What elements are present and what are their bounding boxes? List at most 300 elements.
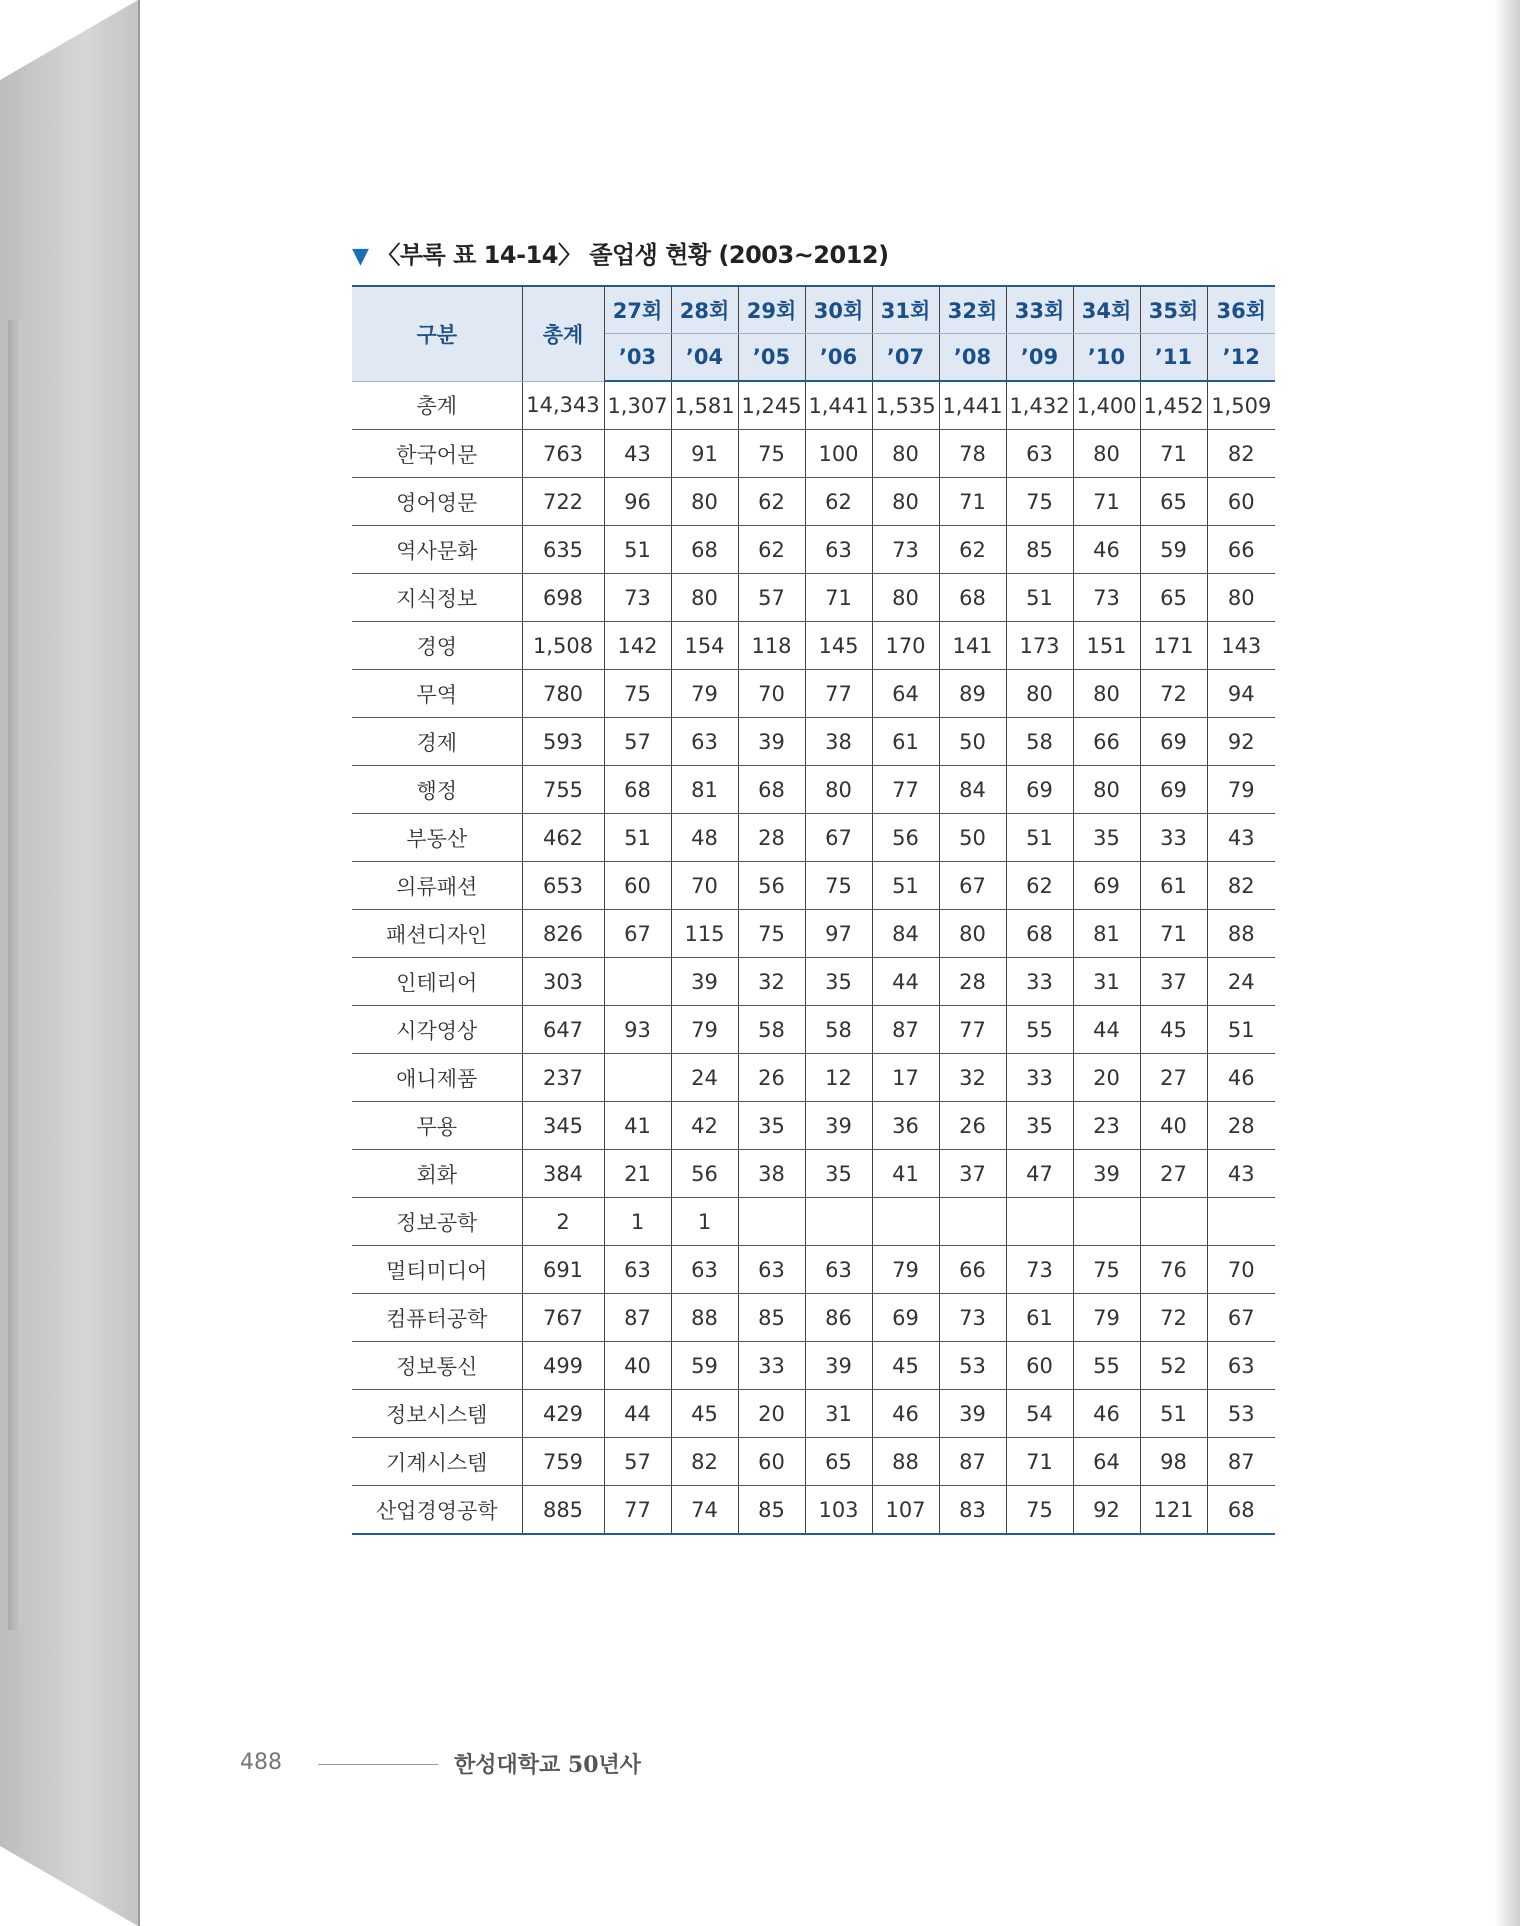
year-cell: 141 [939,622,1006,670]
year-cell: 39 [805,1102,872,1150]
year-cell: 62 [738,478,805,526]
year-cell: 51 [1006,574,1073,622]
year-cell: 80 [671,478,738,526]
year-cell [1140,1198,1207,1246]
row-total-cell: 499 [522,1342,604,1390]
row-label: 총계 [352,381,522,430]
year-cell: 63 [738,1246,805,1294]
year-cell: 51 [1207,1006,1275,1054]
year-cell: 40 [604,1342,671,1390]
row-label: 정보공학 [352,1198,522,1246]
footer-divider [318,1764,438,1765]
row-label: 영어영문 [352,478,522,526]
triangle-marker-icon: ▼ [352,244,369,269]
year-cell: 62 [805,478,872,526]
year-cell: 80 [1073,670,1140,718]
year-cell: 65 [1140,574,1207,622]
year-cell: 24 [671,1054,738,1102]
header-year: ’08 [939,334,1006,382]
year-cell: 63 [1006,430,1073,478]
year-cell: 80 [1207,574,1275,622]
year-cell: 55 [1006,1006,1073,1054]
year-cell: 48 [671,814,738,862]
row-label: 컴퓨터공학 [352,1294,522,1342]
row-total-cell: 237 [522,1054,604,1102]
year-cell: 87 [872,1006,939,1054]
year-cell: 58 [738,1006,805,1054]
row-total-cell: 2 [522,1198,604,1246]
table-row [352,862,1275,910]
year-cell: 46 [872,1390,939,1438]
year-cell: 77 [805,670,872,718]
year-cell: 57 [604,718,671,766]
year-cell: 32 [738,958,805,1006]
year-cell: 53 [1207,1390,1275,1438]
year-cell: 56 [671,1150,738,1198]
year-cell: 47 [1006,1150,1073,1198]
year-cell: 75 [1006,1486,1073,1535]
year-cell: 59 [1140,526,1207,574]
year-cell: 118 [738,622,805,670]
table-row [352,622,1275,670]
row-label: 시각영상 [352,1006,522,1054]
table-row [352,381,1275,430]
year-cell: 84 [939,766,1006,814]
year-cell: 58 [805,1006,872,1054]
year-cell: 79 [1207,766,1275,814]
year-cell: 107 [872,1486,939,1535]
year-cell: 173 [1006,622,1073,670]
year-cell: 85 [1006,526,1073,574]
table-row [352,1438,1275,1486]
year-cell: 103 [805,1486,872,1535]
row-label: 패션디자인 [352,910,522,958]
year-cell: 1,535 [872,381,939,430]
row-label: 정보시스템 [352,1390,522,1438]
year-cell: 39 [671,958,738,1006]
year-cell [872,1198,939,1246]
year-cell: 98 [1140,1438,1207,1486]
year-cell: 91 [671,430,738,478]
year-cell: 24 [1207,958,1275,1006]
year-cell: 39 [738,718,805,766]
year-cell: 46 [1073,1390,1140,1438]
year-cell: 75 [1006,478,1073,526]
year-cell: 44 [1073,1006,1140,1054]
header-year: ’06 [805,334,872,382]
year-cell: 71 [1073,478,1140,526]
table-row [352,1486,1275,1535]
year-cell: 28 [939,958,1006,1006]
year-cell: 51 [604,814,671,862]
row-label: 지식정보 [352,574,522,622]
year-cell: 83 [939,1486,1006,1535]
year-cell: 73 [1006,1246,1073,1294]
year-cell: 26 [939,1102,1006,1150]
page-number: 488 [240,1750,282,1775]
year-cell: 50 [939,814,1006,862]
year-cell: 56 [872,814,939,862]
year-cell: 76 [1140,1246,1207,1294]
year-cell: 21 [604,1150,671,1198]
year-cell: 67 [805,814,872,862]
table-row [352,718,1275,766]
header-year: ’12 [1207,334,1275,382]
year-cell: 59 [671,1342,738,1390]
year-cell: 75 [805,862,872,910]
year-cell: 31 [805,1390,872,1438]
row-label: 행정 [352,766,522,814]
year-cell: 80 [671,574,738,622]
year-cell: 1,509 [1207,381,1275,430]
year-cell [1006,1198,1073,1246]
year-cell: 70 [671,862,738,910]
header-session: 33회 [1006,286,1073,334]
year-cell: 72 [1140,670,1207,718]
year-cell: 74 [671,1486,738,1535]
year-cell: 63 [671,718,738,766]
header-year: ’04 [671,334,738,382]
year-cell: 38 [738,1150,805,1198]
table-row [352,1006,1275,1054]
graduates-table [352,285,1275,1535]
year-cell: 45 [671,1390,738,1438]
header-category: 구분 [352,286,522,381]
year-cell: 85 [738,1294,805,1342]
row-total-cell: 763 [522,430,604,478]
year-cell: 39 [1073,1150,1140,1198]
row-total-cell: 767 [522,1294,604,1342]
year-cell: 43 [604,430,671,478]
table-row [352,910,1275,958]
year-cell: 1,432 [1006,381,1073,430]
year-cell: 65 [1140,478,1207,526]
table-row [352,478,1275,526]
table-row [352,1054,1275,1102]
year-cell: 82 [671,1438,738,1486]
header-year: ’05 [738,334,805,382]
header-session: 35회 [1140,286,1207,334]
year-cell: 92 [1073,1486,1140,1535]
year-cell: 28 [738,814,805,862]
year-cell: 46 [1207,1054,1275,1102]
year-cell: 1 [604,1198,671,1246]
book-title: 한성대학교 50년사 [454,1752,642,1778]
year-cell: 31 [1073,958,1140,1006]
year-cell [604,958,671,1006]
year-cell: 51 [1140,1390,1207,1438]
year-cell: 44 [872,958,939,1006]
year-cell: 84 [872,910,939,958]
year-cell: 93 [604,1006,671,1054]
year-cell: 61 [1006,1294,1073,1342]
row-total-cell: 698 [522,574,604,622]
year-cell: 80 [805,766,872,814]
table-row [352,766,1275,814]
table-row [352,1246,1275,1294]
year-cell: 46 [1073,526,1140,574]
year-cell: 73 [604,574,671,622]
year-cell: 67 [1207,1294,1275,1342]
year-cell: 63 [604,1246,671,1294]
year-cell: 35 [805,1150,872,1198]
year-cell: 23 [1073,1102,1140,1150]
header-session: 28회 [671,286,738,334]
year-cell: 60 [738,1438,805,1486]
row-total-cell: 691 [522,1246,604,1294]
year-cell [604,1054,671,1102]
year-cell: 61 [872,718,939,766]
year-cell: 88 [1207,910,1275,958]
year-cell: 58 [1006,718,1073,766]
year-cell: 75 [604,670,671,718]
year-cell: 67 [604,910,671,958]
year-cell: 77 [604,1486,671,1535]
year-cell: 42 [671,1102,738,1150]
row-label: 경제 [352,718,522,766]
header-session: 34회 [1073,286,1140,334]
year-cell: 40 [1140,1102,1207,1150]
year-cell: 32 [939,1054,1006,1102]
year-cell: 61 [1140,862,1207,910]
year-cell: 80 [872,574,939,622]
year-cell: 53 [939,1342,1006,1390]
year-cell: 68 [1207,1486,1275,1535]
row-total-cell: 345 [522,1102,604,1150]
row-total-cell: 885 [522,1486,604,1535]
table-row [352,430,1275,478]
year-cell: 20 [1073,1054,1140,1102]
year-cell: 87 [604,1294,671,1342]
year-cell: 70 [738,670,805,718]
row-total-cell: 826 [522,910,604,958]
row-label: 애니제품 [352,1054,522,1102]
year-cell: 39 [939,1390,1006,1438]
row-total-cell: 780 [522,670,604,718]
year-cell: 87 [1207,1438,1275,1486]
row-label: 무역 [352,670,522,718]
header-session: 30회 [805,286,872,334]
year-cell: 71 [1140,910,1207,958]
year-cell: 35 [1006,1102,1073,1150]
year-cell: 45 [872,1342,939,1390]
row-total-cell: 384 [522,1150,604,1198]
table-row [352,1294,1275,1342]
row-label: 역사문화 [352,526,522,574]
year-cell: 38 [805,718,872,766]
year-cell: 67 [939,862,1006,910]
year-cell: 66 [1207,526,1275,574]
year-cell: 86 [805,1294,872,1342]
header-row-sessions [352,286,1275,334]
year-cell: 33 [738,1342,805,1390]
table-row [352,1198,1275,1246]
year-cell: 97 [805,910,872,958]
year-cell: 85 [738,1486,805,1535]
year-cell: 69 [872,1294,939,1342]
year-cell: 78 [939,430,1006,478]
year-cell: 33 [1006,1054,1073,1102]
year-cell: 64 [872,670,939,718]
table-header [352,286,1275,381]
year-cell: 68 [604,766,671,814]
table-body [352,381,1275,1534]
year-cell: 142 [604,622,671,670]
header-session: 27회 [604,286,671,334]
year-cell: 33 [1140,814,1207,862]
year-cell: 79 [1073,1294,1140,1342]
year-cell: 1,245 [738,381,805,430]
row-total-cell: 593 [522,718,604,766]
year-cell: 63 [805,526,872,574]
year-cell: 20 [738,1390,805,1438]
table-row [352,1102,1275,1150]
year-cell: 64 [1073,1438,1140,1486]
year-cell: 69 [1140,766,1207,814]
year-cell: 88 [671,1294,738,1342]
year-cell: 12 [805,1054,872,1102]
year-cell: 17 [872,1054,939,1102]
year-cell: 73 [939,1294,1006,1342]
year-cell [738,1198,805,1246]
year-cell: 1 [671,1198,738,1246]
year-cell: 77 [939,1006,1006,1054]
header-year: ’11 [1140,334,1207,382]
year-cell: 37 [939,1150,1006,1198]
header-year: ’10 [1073,334,1140,382]
year-cell: 1,400 [1073,381,1140,430]
year-cell: 62 [939,526,1006,574]
year-cell: 55 [1073,1342,1140,1390]
book-side-strip [8,320,22,1630]
year-cell: 68 [1006,910,1073,958]
year-cell: 71 [1140,430,1207,478]
year-cell: 79 [671,1006,738,1054]
year-cell: 62 [738,526,805,574]
year-cell: 57 [604,1438,671,1486]
year-cell: 80 [939,910,1006,958]
header-year: ’03 [604,334,671,382]
header-year: ’07 [872,334,939,382]
year-cell: 96 [604,478,671,526]
year-cell: 57 [738,574,805,622]
row-total-cell: 653 [522,862,604,910]
year-cell: 43 [1207,1150,1275,1198]
year-cell: 50 [939,718,1006,766]
year-cell: 94 [1207,670,1275,718]
row-label: 경영 [352,622,522,670]
year-cell: 51 [1006,814,1073,862]
header-year: ’09 [1006,334,1073,382]
year-cell: 69 [1006,766,1073,814]
caption-text: 〈부록 표 14-14〉 졸업생 현황 (2003~2012) [376,241,889,269]
year-cell: 69 [1140,718,1207,766]
row-total-cell: 14,343 [522,381,604,430]
year-cell: 36 [872,1102,939,1150]
year-cell: 121 [1140,1486,1207,1535]
row-total-cell: 462 [522,814,604,862]
year-cell: 35 [805,958,872,1006]
year-cell [939,1198,1006,1246]
row-total-cell: 429 [522,1390,604,1438]
year-cell: 75 [738,910,805,958]
row-total-cell: 759 [522,1438,604,1486]
year-cell: 63 [1207,1342,1275,1390]
row-total-cell: 303 [522,958,604,1006]
year-cell: 79 [671,670,738,718]
year-cell: 154 [671,622,738,670]
year-cell: 70 [1207,1246,1275,1294]
year-cell: 68 [939,574,1006,622]
table-row [352,574,1275,622]
year-cell: 1,452 [1140,381,1207,430]
year-cell [1207,1198,1275,1246]
year-cell: 62 [1006,862,1073,910]
year-cell: 44 [604,1390,671,1438]
year-cell: 145 [805,622,872,670]
year-cell: 1,441 [939,381,1006,430]
year-cell: 82 [1207,430,1275,478]
row-label: 기계시스템 [352,1438,522,1486]
year-cell: 151 [1073,622,1140,670]
year-cell: 66 [1073,718,1140,766]
row-label: 정보통신 [352,1342,522,1390]
year-cell: 68 [671,526,738,574]
year-cell: 80 [1006,670,1073,718]
row-label: 무용 [352,1102,522,1150]
year-cell: 69 [1073,862,1140,910]
year-cell: 51 [604,526,671,574]
table-caption [352,235,889,270]
year-cell: 33 [1006,958,1073,1006]
year-cell: 143 [1207,622,1275,670]
year-cell: 68 [738,766,805,814]
year-cell: 27 [1140,1054,1207,1102]
year-cell: 170 [872,622,939,670]
header-session: 31회 [872,286,939,334]
year-cell: 71 [1006,1438,1073,1486]
table-row [352,526,1275,574]
row-label: 인테리어 [352,958,522,1006]
year-cell: 1,581 [671,381,738,430]
year-cell: 1,441 [805,381,872,430]
row-label: 한국어문 [352,430,522,478]
year-cell: 71 [805,574,872,622]
year-cell: 35 [738,1102,805,1150]
year-cell: 171 [1140,622,1207,670]
year-cell: 41 [872,1150,939,1198]
year-cell: 88 [872,1438,939,1486]
row-total-cell: 635 [522,526,604,574]
year-cell: 87 [939,1438,1006,1486]
page-right-shadow [1494,0,1520,1926]
year-cell: 63 [805,1246,872,1294]
year-cell: 66 [939,1246,1006,1294]
year-cell: 37 [1140,958,1207,1006]
year-cell [1073,1198,1140,1246]
header-total: 총계 [522,286,604,381]
year-cell: 75 [1073,1246,1140,1294]
year-cell: 77 [872,766,939,814]
year-cell: 1,307 [604,381,671,430]
year-cell: 100 [805,430,872,478]
header-session: 36회 [1207,286,1275,334]
row-label: 멀티미디어 [352,1246,522,1294]
row-total-cell: 647 [522,1006,604,1054]
table-row [352,670,1275,718]
row-label: 산업경영공학 [352,1486,522,1535]
year-cell: 60 [1207,478,1275,526]
